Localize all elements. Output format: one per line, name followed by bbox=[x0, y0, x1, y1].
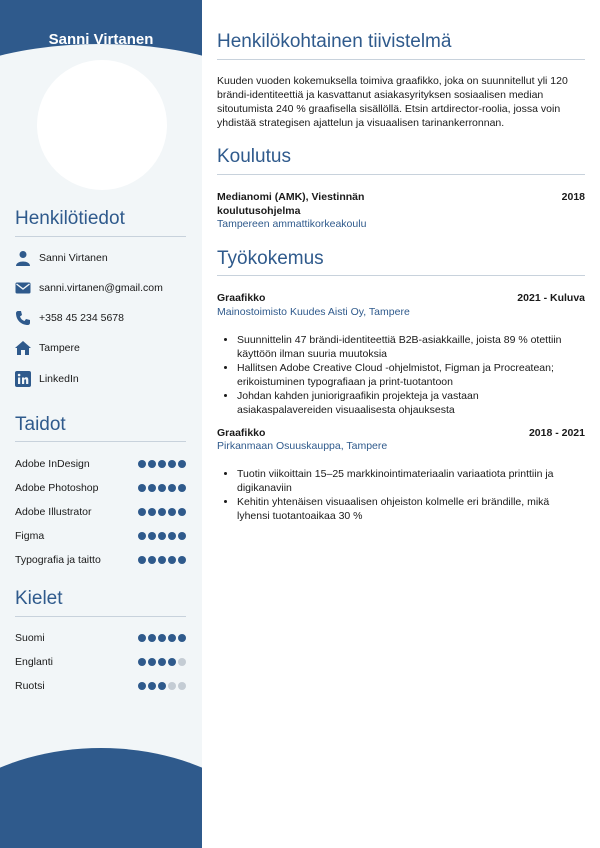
level-dot-filled bbox=[158, 682, 166, 690]
level-dot-filled bbox=[158, 634, 166, 642]
level-dot-filled bbox=[168, 508, 176, 516]
language-name: Suomi bbox=[15, 632, 45, 644]
skill-row bbox=[15, 529, 186, 543]
profile-photo bbox=[37, 60, 167, 190]
level-dot-filled bbox=[178, 508, 186, 516]
skill-level-dots bbox=[138, 484, 186, 492]
level-dot-filled bbox=[168, 556, 176, 564]
summary-title: Henkilökohtainen tiivistelmä bbox=[217, 31, 452, 52]
job-bullet: • Tuotin viikoittain 15–25 markkinointimateriaalin variaatiota printtiin ja digikanaviin bbox=[237, 467, 577, 495]
level-dot-filled bbox=[178, 532, 186, 540]
level-dot-filled bbox=[148, 634, 156, 642]
job-bullets bbox=[217, 333, 577, 417]
skills-title: Taidot bbox=[15, 414, 66, 435]
skill-level-dots bbox=[138, 556, 186, 564]
language-row bbox=[15, 631, 186, 645]
languages-title: Kielet bbox=[15, 588, 63, 609]
level-dot-filled bbox=[168, 634, 176, 642]
skill-name: Adobe InDesign bbox=[15, 458, 90, 470]
level-dot-filled bbox=[158, 460, 166, 468]
divider bbox=[15, 616, 186, 617]
divider bbox=[217, 275, 585, 276]
personal-info-title: Henkilötiedot bbox=[15, 208, 125, 229]
sidebar-footer-curve bbox=[0, 748, 202, 848]
home-icon bbox=[15, 340, 31, 356]
level-dot-filled bbox=[168, 460, 176, 468]
education-year: 2018 bbox=[561, 191, 585, 203]
personal-item-label: Sanni Virtanen bbox=[39, 252, 108, 264]
job-bullets bbox=[217, 467, 577, 523]
skill-level-dots bbox=[138, 460, 186, 468]
skill-row bbox=[15, 481, 186, 495]
language-level-dots bbox=[138, 658, 186, 666]
level-dot-filled bbox=[148, 532, 156, 540]
language-level-dots bbox=[138, 682, 186, 690]
candidate-name: Sanni Virtanen bbox=[48, 31, 154, 48]
job-bullet: • Suunnittelin 47 brändi-identiteettiä B2B-asiakkaille, joista 89 % otettiin käyttöön ilman suuria muutoksia bbox=[237, 333, 577, 361]
skill-row bbox=[15, 505, 186, 519]
personal-item-linkedin[interactable] bbox=[15, 370, 79, 388]
level-dot-filled bbox=[178, 460, 186, 468]
personal-item-email[interactable] bbox=[15, 279, 163, 297]
job-company: Pirkanmaan Osuuskauppa, Tampere bbox=[217, 440, 388, 452]
job-period: 2021 - Kuluva bbox=[517, 292, 585, 304]
divider bbox=[15, 236, 186, 237]
skill-name: Adobe Photoshop bbox=[15, 482, 99, 494]
skill-level-dots bbox=[138, 532, 186, 540]
language-name: Ruotsi bbox=[15, 680, 45, 692]
job-head bbox=[217, 426, 585, 440]
job-bullet: • Hallitsen Adobe Creative Cloud -ohjelmistot, Figman ja Procreatean; erikoistuminen typografiaan ja print-tuotantoon bbox=[237, 361, 577, 389]
education-degree: Medianomi (AMK), Viestinnän koulutusohjelma bbox=[217, 191, 365, 217]
personal-item-label: sanni.virtanen@gmail.com bbox=[39, 282, 163, 294]
level-dot-filled bbox=[138, 508, 146, 516]
level-dot-empty bbox=[168, 682, 176, 690]
skill-name: Adobe Illustrator bbox=[15, 506, 92, 518]
summary-text: Kuuden vuoden kokemuksella toimiva graafikko, joka on suunnitellut yli 120 brändi-identiteettiä ja kasvattanut asiakasyrityksen sosiaalisen median sitoutumista 240 % graafisella sisällöllä. Etsin artdirector-roolia, jossa voin yhdistää strategisen ajattelun ja visuaalisen tarinankerronnan. bbox=[217, 75, 568, 129]
level-dot-filled bbox=[138, 682, 146, 690]
language-row bbox=[15, 655, 186, 669]
personal-item-name bbox=[15, 249, 108, 267]
level-dot-filled bbox=[138, 634, 146, 642]
skill-level-dots bbox=[138, 508, 186, 516]
level-dot-filled bbox=[158, 508, 166, 516]
level-dot-filled bbox=[168, 532, 176, 540]
divider bbox=[217, 174, 585, 175]
level-dot-filled bbox=[138, 460, 146, 468]
skill-name: Typografia ja taitto bbox=[15, 554, 101, 566]
level-dot-filled bbox=[138, 532, 146, 540]
language-name: Englanti bbox=[15, 656, 53, 668]
job-bullet: • Kehitin yhtenäisen visuaalisen ohjeiston kolmelle eri brändille, mikä lyhensi tuotantoaikaa 30 % bbox=[237, 495, 577, 523]
level-dot-filled bbox=[158, 658, 166, 666]
level-dot-filled bbox=[178, 634, 186, 642]
level-dot-filled bbox=[178, 484, 186, 492]
level-dot-filled bbox=[138, 658, 146, 666]
education-title: Koulutus bbox=[217, 146, 291, 167]
divider bbox=[15, 441, 186, 442]
experience-title: Työkokemus bbox=[217, 248, 324, 269]
education-school: Tampereen ammattikorkeakoulu bbox=[217, 218, 367, 230]
job-role: Graafikko bbox=[217, 427, 266, 439]
level-dot-filled bbox=[158, 556, 166, 564]
sidebar bbox=[0, 0, 202, 848]
level-dot-filled bbox=[148, 658, 156, 666]
user-icon bbox=[15, 250, 31, 266]
level-dot-filled bbox=[138, 556, 146, 564]
level-dot-filled bbox=[168, 658, 176, 666]
personal-item-label: +358 45 234 5678 bbox=[39, 312, 124, 324]
job-head bbox=[217, 291, 585, 305]
level-dot-empty bbox=[178, 658, 186, 666]
skill-row bbox=[15, 553, 186, 567]
level-dot-filled bbox=[148, 484, 156, 492]
linkedin-icon bbox=[15, 371, 31, 387]
level-dot-filled bbox=[148, 682, 156, 690]
job-role: Graafikko bbox=[217, 292, 266, 304]
education-entry-head bbox=[217, 190, 585, 218]
level-dot-filled bbox=[138, 484, 146, 492]
job-period: 2018 - 2021 bbox=[528, 427, 585, 439]
personal-item-label: LinkedIn bbox=[39, 373, 79, 385]
level-dot-filled bbox=[148, 556, 156, 564]
personal-item-label: Tampere bbox=[39, 342, 80, 354]
email-icon bbox=[15, 280, 31, 296]
level-dot-filled bbox=[148, 460, 156, 468]
skill-name: Figma bbox=[15, 530, 45, 542]
personal-item-city bbox=[15, 339, 80, 357]
language-row bbox=[15, 679, 186, 693]
language-level-dots bbox=[138, 634, 186, 642]
skill-row bbox=[15, 457, 186, 471]
personal-item-phone[interactable] bbox=[15, 309, 124, 327]
phone-icon bbox=[15, 310, 31, 326]
level-dot-empty bbox=[178, 682, 186, 690]
level-dot-filled bbox=[158, 532, 166, 540]
level-dot-filled bbox=[168, 484, 176, 492]
divider bbox=[217, 59, 585, 60]
level-dot-filled bbox=[178, 556, 186, 564]
level-dot-filled bbox=[158, 484, 166, 492]
job-bullet: • Johdan kahden juniorigraafikin projekteja ja vastaan asiakaspalavereiden visuaalisesta ohjauksesta bbox=[237, 389, 577, 417]
job-company: Mainostoimisto Kuudes Aisti Oy, Tampere bbox=[217, 306, 410, 318]
level-dot-filled bbox=[148, 508, 156, 516]
